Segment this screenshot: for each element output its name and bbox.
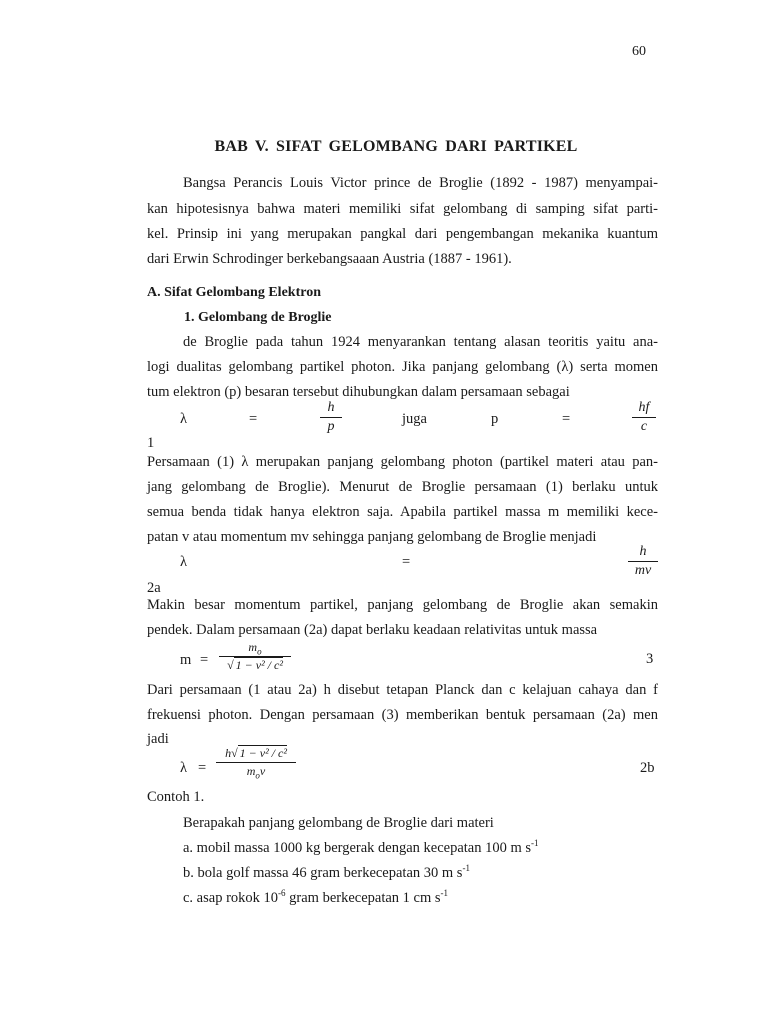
subsection-heading: 1. Gelombang de Broglie — [184, 310, 332, 325]
para3-line-1: Makin besar momentum partikel, panjang gelombang de Broglie akan semakin — [147, 597, 658, 613]
para1-line-1: de Broglie pada tahun 1924 menyarankan tentang alasan teoritis yaitu ana- — [183, 334, 658, 350]
page-number: 60 — [632, 44, 646, 59]
para4-line-2: frekuensi photon. Dengan persamaan (3) memberikan bentuk persamaan (2a) men — [147, 707, 658, 723]
eq2b-number: 2b — [640, 760, 655, 776]
example-item-b: b. bola golf massa 46 gram berkecepatan 30 m $s^{-1}$ — [183, 863, 470, 881]
eq1-equals: = — [249, 411, 258, 427]
para3-line-2: pendek. Dalam persamaan (2a) dapat berlaku keadaan relativitas untuk massa — [147, 622, 598, 638]
para4-line-1: Dari persamaan (1 atau 2a) h disebut tetapan Planck dan c kelajuan cahaya dan f — [147, 682, 658, 698]
eq2b-lambda: λ — [180, 760, 188, 776]
para2-line-4: patan v atau momentum mv sehingga panjang gelombang de Broglie menjadi — [147, 529, 597, 545]
example-question: Berapakah panjang gelombang de Broglie dari materi — [183, 815, 494, 831]
eq1-juga: juga — [402, 411, 427, 427]
eq1-number: 1 — [147, 435, 155, 451]
para2-line-1: Persamaan (1) λ merupakan panjang gelombang photon (partikel materi atau pan- — [147, 454, 658, 470]
eq2b-fraction: h√ 1 − v² / c² $m_ov$ — [216, 746, 296, 779]
eq2b-equals: = — [198, 760, 207, 776]
eq3-equals: = — [200, 652, 209, 668]
intro-line-4: dari Erwin Schrodinger berkebangsaaan Austria (1887 - 1961). — [147, 251, 512, 267]
section-heading: A. Sifat Gelombang Elektron — [147, 285, 321, 300]
eq1-p: p — [491, 411, 499, 427]
para4-line-3: jadi — [147, 731, 169, 747]
eq1-fraction-h-p: h p — [320, 400, 342, 435]
example-label: Contoh 1. — [147, 789, 205, 805]
eq2a-fraction: h mv — [628, 544, 658, 579]
eq1-equals-2: = — [562, 411, 571, 427]
example-item-c: c. asap rokok $10^{-6}$ gram berkecepatan 1 cm $s^{-1}$ — [183, 888, 449, 906]
eq3-m: m — [180, 652, 192, 668]
intro-line-1: Bangsa Perancis Louis Victor prince de Broglie (1892 - 1987) menyampai- — [183, 175, 658, 191]
chapter-title: BAB V. SIFAT GELOMBANG DARI PARTIKEL — [214, 138, 578, 155]
eq2a-lambda: λ — [180, 554, 188, 570]
eq1-fraction-hf-c: hf c — [632, 400, 656, 435]
para2-line-2: jang gelombang de Broglie). Menurut de Broglie persamaan (1) berlaku untuk — [147, 479, 658, 495]
eq3-fraction: $m_o$ √ 1 − v² / c² — [219, 640, 291, 673]
eq3-number: 3 — [646, 651, 654, 667]
para1-line-3: tum elektron (p) besaran tersebut dihubungkan dalam persamaan sebagai — [147, 384, 570, 400]
eq2a-number: 2a — [147, 580, 161, 596]
para2-line-3: semua benda tidak hanya elektron saja. Apabila partikel massa m memiliki kece- — [147, 504, 658, 520]
intro-line-3: kel. Prinsip ini yang merupakan pangkal dari pengembangan mekanika kuantum — [147, 226, 658, 242]
para1-line-2: logi dualitas gelombang partikel photon. Jika panjang gelombang (λ) serta momen — [147, 359, 658, 375]
eq2a-equals: = — [402, 554, 411, 570]
example-item-a: a. mobil massa 1000 kg bergerak dengan kecepatan 100 m $s^{-1}$ — [183, 838, 539, 856]
eq1-lambda: λ — [180, 411, 188, 427]
intro-line-2: kan hipotesisnya bahwa materi memiliki sifat gelombang di samping sifat parti- — [147, 201, 658, 217]
